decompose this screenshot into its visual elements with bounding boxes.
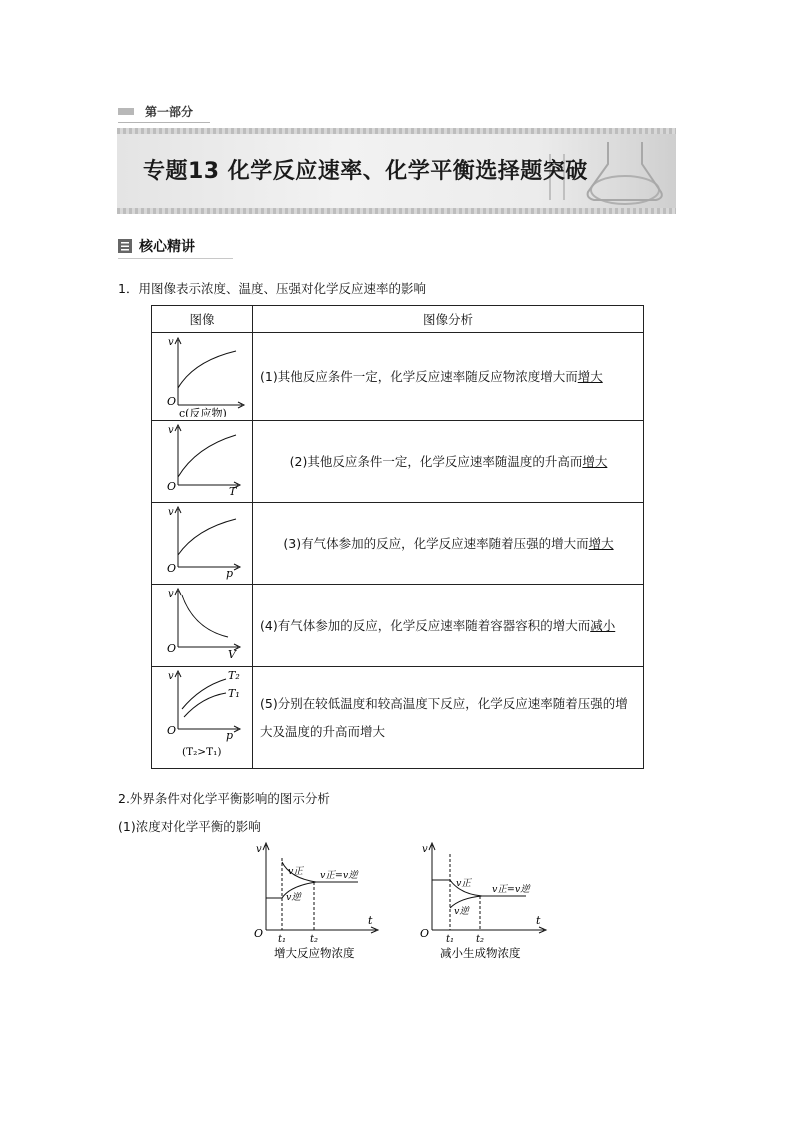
analysis-text: (4)有气体参加的反应，化学反应速率随着容器容积的增大而 xyxy=(260,617,591,633)
origin-label: O xyxy=(420,927,430,940)
t2-label: t₂ xyxy=(476,934,485,945)
axis-y-label: v xyxy=(168,589,174,600)
axis-x-label: c(反应物) xyxy=(179,407,227,417)
condition-label: (T₂>T₁) xyxy=(182,746,222,758)
figure-caption: 增大反应物浓度 xyxy=(274,946,355,960)
v-forward-label: v正 xyxy=(456,878,471,889)
axis-x-label: T xyxy=(229,485,237,498)
analysis-answer: 减小 xyxy=(590,617,616,633)
table-row xyxy=(152,333,644,421)
table-row xyxy=(152,421,644,503)
rate-vs-pressure-graph xyxy=(152,503,252,581)
figure-cell xyxy=(152,333,253,421)
axis-y-label: v xyxy=(168,671,174,682)
analysis-text: (3)有气体参加的反应，化学反应速率随着压强的增大而 xyxy=(283,535,589,551)
axis-y-label: v xyxy=(168,425,174,436)
origin-label: O xyxy=(167,562,177,575)
part-label xyxy=(118,102,210,123)
rate-vs-concentration-graph xyxy=(152,333,252,417)
figure-cell xyxy=(152,585,253,667)
t1-label: t₁ xyxy=(278,934,287,945)
part-label-text: 第一部分 xyxy=(145,105,194,119)
rate-vs-volume-graph xyxy=(152,585,252,663)
origin-label: O xyxy=(167,724,177,737)
analysis-cell xyxy=(253,333,644,421)
axis-x-label: V xyxy=(228,648,236,661)
equilibrium-graph-decrease-product xyxy=(414,840,554,965)
analysis-answer: 增大 xyxy=(588,535,614,551)
figure-cell xyxy=(152,421,253,503)
analysis-cell xyxy=(253,585,644,667)
section-title: 核心精讲 xyxy=(139,239,195,255)
col-header-analysis: 图像分析 xyxy=(253,306,644,333)
axis-x-label: t xyxy=(368,914,373,927)
analysis-text: (5)分别在较低温度和较高温度下反应，化学反应速率随着压强的增大及温度的升高而增大 xyxy=(260,695,628,739)
rate-vs-temperature-graph xyxy=(152,421,252,499)
curve-lower-label: T₁ xyxy=(228,687,240,700)
figure-caption: 减小生成物浓度 xyxy=(440,946,521,960)
origin-label: O xyxy=(254,927,264,940)
banner-title: 专题13 化学反应速率、化学平衡选择题突破 xyxy=(143,159,588,184)
figure-cell xyxy=(152,503,253,585)
section1-heading: 1．用图像表示浓度、温度、压强对化学反应速率的影响 xyxy=(118,281,426,296)
table-header-row xyxy=(152,306,644,333)
banner-stripe-bottom xyxy=(117,208,676,214)
equilibrium-graph-increase-reactant xyxy=(244,840,384,965)
axis-y-label: v xyxy=(168,337,174,348)
axis-x-label: t xyxy=(536,914,541,927)
axis-x-label: p xyxy=(226,567,234,580)
v-reverse-label: v逆 xyxy=(286,892,301,903)
analysis-cell xyxy=(253,667,644,769)
analysis-answer: 增大 xyxy=(582,453,608,469)
v-equal-label: v正=v逆 xyxy=(320,870,358,881)
list-icon xyxy=(118,239,132,253)
v-forward-label: v正 xyxy=(288,866,303,877)
origin-label: O xyxy=(167,395,177,408)
section2-heading: 2.外界条件对化学平衡影响的图示分析 xyxy=(118,791,330,806)
analysis-text: (2)其他反应条件一定，化学反应速率随温度的升高而 xyxy=(289,453,583,469)
section-head xyxy=(118,236,233,259)
axis-y-label: v xyxy=(422,844,428,855)
table-row xyxy=(152,503,644,585)
rate-vs-pressure-temperature-graph xyxy=(152,667,252,765)
axis-x-label: p xyxy=(226,729,234,742)
v-equal-label: v正=v逆 xyxy=(492,884,530,895)
rate-influence-table xyxy=(151,305,644,769)
table-row xyxy=(152,667,644,769)
part-label-bar xyxy=(118,108,134,115)
table-row xyxy=(152,585,644,667)
v-reverse-label: v逆 xyxy=(454,906,469,917)
t2-label: t₂ xyxy=(310,934,319,945)
topic-banner xyxy=(117,128,676,214)
axis-y-label: v xyxy=(256,844,262,855)
t1-label: t₁ xyxy=(446,934,455,945)
analysis-cell xyxy=(253,503,644,585)
analysis-answer: 增大 xyxy=(577,368,603,384)
axis-y-label: v xyxy=(168,507,174,518)
analysis-text: (1)其他反应条件一定，化学反应速率随反应物浓度增大而 xyxy=(260,368,578,384)
origin-label: O xyxy=(167,642,177,655)
origin-label: O xyxy=(167,480,177,493)
section2-sub1: (1)浓度对化学平衡的影响 xyxy=(118,819,261,834)
figure-cell xyxy=(152,667,253,769)
curve-upper-label: T₂ xyxy=(228,669,240,682)
col-header-figure: 图像 xyxy=(152,306,253,333)
analysis-cell xyxy=(253,421,644,503)
